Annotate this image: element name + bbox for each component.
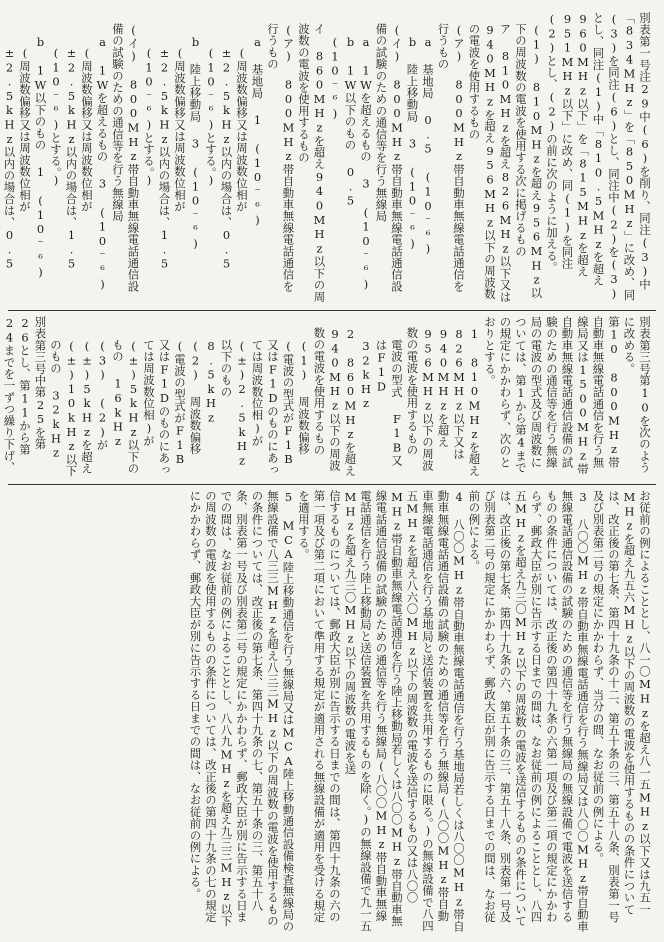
paragraph: 5 MCA陸上移動通信を行う無線局又はMCA陸上移動通信設備検査無線局の無線設備で八三三MHzを超え八三三MHz以下の周波数の電波を使用するものの条件については、改正後の第七条、第四十九条の七、第五十条の三、第五十八条、別表第一号及び別表第二号の規定にかかわらず、郵政大臣が別に告示する日までの間は、なお従前の例によることとし、八八九MHzを超え九三三MHz以下の周波数の電波を使用するものの条件については、改正後の第四十九条の七の規定にかかわらず、郵政大臣が別に告示する日までの間は、なお従前の例による。 [188,490,296,932]
paragraph: (周波数偏移又は周波数位相が±2.5kHz以内の場合は、0.5 [2,46,32,272]
paragraph: b 陸上移動局 3 (10⁻⁶) [188,34,203,251]
paragraph: b 1W以下のもの 0.5 (10⁻⁶) [328,34,358,208]
paragraph: イ 860MHzを超え940MHz以下の周波数の電波を使用するもの [297,23,327,303]
paragraph: (2) 周波数偏移(電波の型式がF1B又はF1Dのものにあっては周波数位相)が(±)5kHz以下のもの 16kHz [111,338,203,476]
text-column-middle [2,316,652,477]
paragraph: (1) 810MHzを超え956MHz以下の周波数の電波を使用する次に掲げるもの [514,23,544,299]
paragraph: (周波数偏移又は周波数位相が±2.5kHz以内の場合は、1.5 (10⁻⁶)とする。) [142,46,187,272]
paragraph: a 基地局 1 (10⁻⁶) [250,34,265,228]
upper-section [2,12,652,304]
paragraph: 2 860MHzを超え940MHz以下の周波数の電波を使用するもの [312,327,358,477]
paragraph: 第10 800MHz帯自動車無線電話通信を行う無線局又は1500MHz帯自動車無線電話通信設備の試験のための通信等を行う無線局の電波の型式及び周波数については、第1から第4までの規定にかかわらず、次のとおりとする。 [483,316,621,475]
paragraph: 別表第三号第10を次のように改める。 [622,316,652,474]
paragraph: 1 810MHzを超え826MHz以下又は940MHzを超え956MHz以下の周波数の電波を使用するもの [405,327,482,477]
paragraph: a 1Wを超えるもの 3 (10⁻⁶) [95,34,110,291]
middle-section [2,316,652,477]
section-divider [8,484,656,485]
paragraph: 4 八〇〇MHz帯自動車無線電話通信を行う基地局若しくは八〇〇MHz帯自動車無線電話通信設備の試験のための通信等を行う無線局(八〇〇MHz帯自動車無線電話通信を行う基地局と送信装置を共用するものに限る。)の無線設備で八四五MHzを超え八六〇MHz以下の周波数の電波を送信するもの又は八〇〇MHz帯自動車無線電話通信を行う陸上移動局若しくは八〇〇MHz帯自動車無線電話通信設備の試験のための通信等を行う無線局(八〇〇MHz帯自動車無線電話通信を行う陸上移動局と送信装置を共用するものを除く。)の無線設備で九一五MHzを超え九三〇MHz以下の周波数の電波を送 [343,490,466,932]
paragraph: b 1W以下のもの 1 (10⁻⁶) [33,34,48,280]
paragraph: (ア) 800MHz帯自動車無線電話通信を行うもの [266,23,296,293]
paragraph: (1) 周波数偏移(電波の型式がF1B又はF1Dのものにあっては周波数位相)が(±)2.5kHz以下のもの 8.5kHz [204,338,311,476]
lower-section [12,490,652,932]
paragraph: お従前の例によることとし、八一〇MHzを超え八一五MHz以下又は九五一MHzを超え九五六MHz以下の周波数の電波を使用するものの条件については、改正後の第七条、第四十九条の十二、第五十条の三、第五十八条、別表第一号及び別表第二号の規定にかかわらず、当分の間、なお従前の例による。 [591,490,652,923]
paragraph: (周波数偏移又は周波数位相が±2.5kHz以内の場合は、1.5 (10⁻⁶)とする。) [49,46,94,272]
paragraph: (ア) 800MHz帯自動車無線電話通信を行うもの [436,23,466,293]
paragraph: 別表第一号注29中(6)を削り、同注(3)中「834MHz」を「850MHz」に改め、同(3)を同注(6)とし、同注中(2)を(3)とし、同注(1)中「810.5MHzを超え960MHz以下」を「815MHzを超え951MHz以下」に改め、同(1)を同注(2)とし、(2)の前に次のように加える。 [545,12,652,301]
text-column-upper [2,12,652,304]
text-column-lower [12,490,652,932]
paragraph: a 基地局 0.5 (10⁻⁶) [421,34,435,256]
paragraph: 信するものについては、郵政大臣が別に告示する日までの間は、第四十九条の六の第一項及び第二項において準用する規定が適用される無線設備が適用を受ける規定を適用する。 [297,490,342,923]
paragraph: b 陸上移動局 3 (10⁻⁶) [405,34,420,251]
paragraph: 電波の型式 F1B又はF1D 32kHz [359,338,404,467]
paragraph: (イ) 800MHz帯自動車無線電話通信設備の試験のための通信等を行う無線局 [111,23,141,293]
paragraph: ア 810MHzを超え826MHz以下又は940MHzを超え956MHz以下の周波数の電波を使用するもの [467,23,513,303]
paragraph: (3) (2)が(±)5kHzを超え(±)10kHz以下のもの 32kHz [49,338,110,477]
section-divider [8,310,656,311]
paragraph: (周波数偏移又は周波数位相が±2.5kHz以内の場合は、0.5 (10⁻⁶)とする。) [204,46,249,272]
paragraph: (イ) 800MHz帯自動車無線電話通信設備の試験のための通信等を行う無線局 [374,23,404,293]
paragraph: 別表第三号中第25を第26とし、第11から第24までを一ずつ繰り下げ、 [2,316,48,474]
paragraph: 3 八〇〇MHz帯自動車無線電話通信を行う無線局又は八〇〇MHz帯自動車無線電話通信設備の試験のための通信等を行う無線局の無線設備で電波を送信するものの条件については、改正後の第四十九条の六第一項及び第二項の規定にかかわらず、郵政大臣が別に告示する日までの間は、なお従前の例によることとし、八四五MHzを超え九三〇MHz以下の周波数の電波を送信するものの条件については、改正後の第七条、第四十九条の六、第五十条の三、第五十八条、別表第一号及び別表第二号の規定にかかわらず、郵政大臣が別に告示する日までの間は、なお従前の例による。 [467,490,590,932]
paragraph: a 1Wを超えるもの 3 (10⁻⁶) [359,34,373,291]
